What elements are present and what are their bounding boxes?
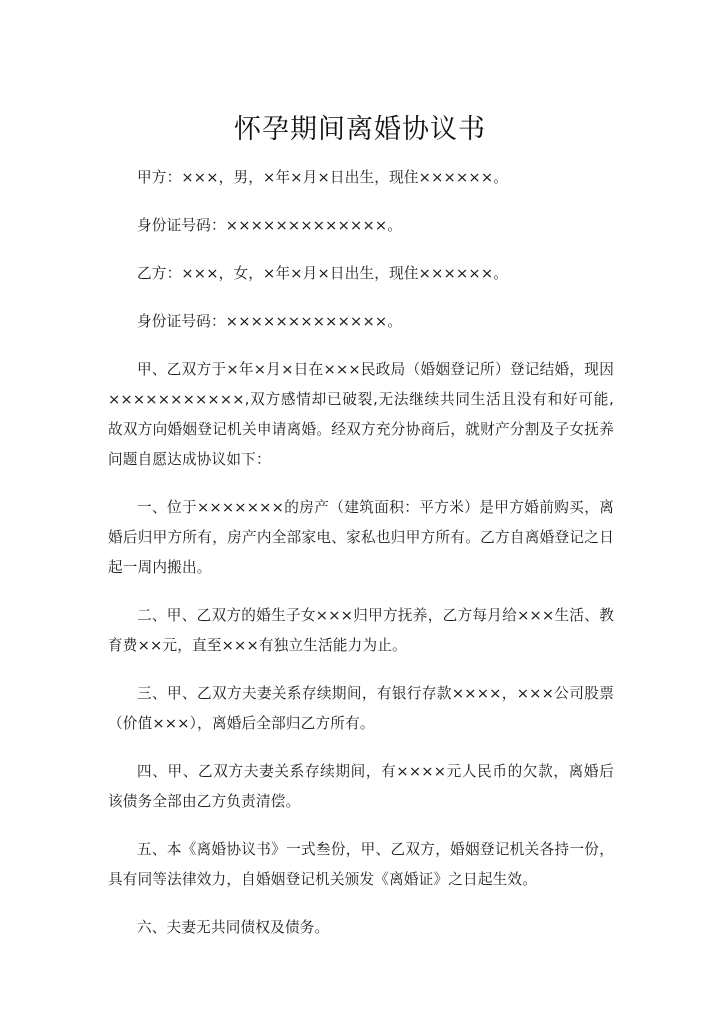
party-a-id-number: 身份证号码：×××××××××××××。 bbox=[137, 217, 403, 234]
clause-1: 一、位于×××××××的房产（建筑面积：平方米）是甲方婚前购买，离婚后归甲方所有，房产内全部家电、家私也归甲方所有。乙方自离婚登记之日起一周内搬出。 bbox=[108, 499, 614, 576]
clause-3: 三、甲、乙双方夫妻关系存续期间，有银行存款××××，×××公司股票（价值×××），离婚后全部归乙方所有。 bbox=[108, 685, 614, 732]
clause-5: 五、本《离婚协议书》一式叁份，甲、乙双方，婚姻登记机关各持一份，具有同等法律效力，自婚姻登记机关颁发《离婚证》之日起生效。 bbox=[108, 841, 614, 888]
clause-2: 二、甲、乙双方的婚生子女×××归甲方抚养，乙方每月给×××生活、教育费××元，直至×××有独立生活能力为止。 bbox=[108, 607, 614, 654]
preamble-paragraph: 甲、乙双方于×年×月×日在×××民政局（婚姻登记所）登记结婚，现因×××××××××××,双方感情却已破裂,无法继续共同生活且没有和好可能,故双方向婚姻登记机关申请离婚。经双方充分协商后，就财产分割及子女抚养问题自愿达成协议如下： bbox=[108, 361, 614, 468]
document-body bbox=[108, 163, 614, 961]
document-title: 怀孕期间离婚协议书 bbox=[234, 114, 486, 145]
clause-4: 四、甲、乙双方夫妻关系存续期间，有××××元人民币的欠款，离婚后该债务全部由乙方负责清偿。 bbox=[108, 763, 614, 810]
party-a-info: 甲方：×××，男，×年×月×日出生，现住××××××。 bbox=[137, 169, 509, 186]
party-b-id-number: 身份证号码：×××××××××××××。 bbox=[137, 313, 403, 330]
party-b-info: 乙方：×××，女，×年×月×日出生，现住××××××。 bbox=[137, 265, 509, 282]
clause-6: 六、夫妻无共同债权及债务。 bbox=[137, 919, 330, 936]
